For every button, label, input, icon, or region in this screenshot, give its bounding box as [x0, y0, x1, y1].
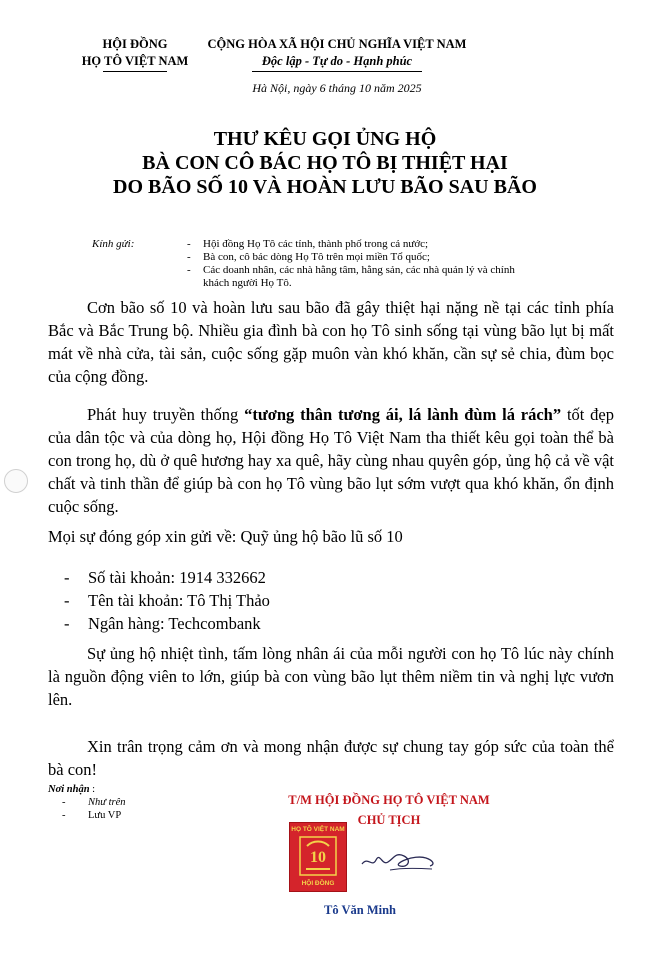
account-number: - Số tài khoản: 1914 332662 — [64, 568, 266, 587]
account-name: - Tên tài khoản: Tô Thị Thảo — [64, 591, 270, 610]
contribution-line: Mọi sự đóng góp xin gửi về: Quỹ ủng hộ bão lũ số 10 — [48, 527, 403, 546]
receiver-item: - Lưu VP — [62, 810, 122, 821]
org-name-line2: HỌ TÔ VIỆT NAM — [81, 54, 189, 68]
scroll-side-button[interactable] — [4, 469, 28, 493]
seal-stamp — [289, 822, 347, 892]
recipients-list — [187, 238, 517, 290]
paragraph-4: Xin trân trọng cảm ơn và mong nhận được sự chung tay góp sức của toàn thể bà con! — [48, 737, 614, 779]
title-line3: DO BÃO SỐ 10 VÀ HOÀN LƯU BÃO SAU BÃO — [113, 176, 537, 198]
nation-title: CỘNG HÒA XÃ HỘI CHỦ NGHĨA VIỆT NAM — [207, 37, 467, 51]
seal-emblem-icon — [299, 836, 337, 876]
handwritten-signature — [360, 842, 440, 876]
proverb-quote: “tương thân tương ái, lá lành đùm lá rách” — [244, 405, 562, 424]
signature-title: CHỦ TỊCH — [357, 813, 421, 827]
receiver-item: - Như trên — [62, 797, 126, 808]
organization-header — [70, 36, 200, 72]
document-date: Hà Nội, ngày 6 tháng 10 năm 2025 — [252, 81, 422, 95]
org-underline — [103, 71, 167, 72]
signer-name: Tô Văn Minh — [323, 903, 396, 917]
svg-text:10: 10 — [310, 849, 326, 866]
stamp-top-text: HỌ TÔ VIỆT NAM — [291, 826, 345, 833]
bank-name: - Ngân hàng: Techcombank — [64, 614, 261, 633]
receivers-block: Nơi nhận : - Như trên - Lưu VP — [48, 784, 126, 821]
title-line1: THƯ KÊU GỌI ỦNG HỘ — [213, 128, 437, 150]
paragraph-2: Phát huy truyền thống “tương thân tương ái, lá lành đùm lá rách” tốt đẹp của dân tộc và của dòng họ, Hội đồng Họ Tô Việt Nam tha thiết kêu gọi toàn thể bà con trong họ, dù ở quê hương hay xa quê, hãy cùng nhau quyên góp, ủng hộ cả về vật chất và tinh thần để giúp bà con họ Tô vùng bão lụt sớm vượt qua khó khăn, ổn định cuộc sống. — [48, 405, 614, 516]
recipients-label: Kính gửi: — [92, 238, 135, 250]
recipient-item: - Hội đồng Họ Tô các tỉnh, thành phố trong cả nước; — [187, 238, 429, 250]
recipient-item: - Các doanh nhân, các nhà hằng tâm, hằng sản, các nhà quản lý và chính khách người Họ Tô. — [187, 264, 515, 289]
paragraph-1: Cơn bão số 10 và hoàn lưu sau bão đã gây thiệt hại nặng nề tại các tỉnh phía Bắc và Bắc Trung bộ. Nhiều gia đình bà con họ Tô sinh sống tại vùng bão lụt bị mất mát về nhà cửa, tài sản, cuộc sống gặp muôn vàn khó khăn, cần sự sẻ chia, đùm bọc của cộng đồng. — [48, 298, 614, 386]
recipient-item: - Bà con, cô bác dòng Họ Tô trên mọi miền Tổ quốc; — [187, 251, 430, 263]
title-line2: BÀ CON CÔ BÁC HỌ TÔ BỊ THIỆT HẠI — [142, 152, 508, 174]
national-header — [196, 36, 478, 72]
receivers-label: Nơi nhận — [48, 784, 90, 795]
motto-underline — [252, 71, 422, 72]
nation-motto: Độc lập - Tự do - Hạnh phúc — [261, 54, 413, 68]
document-title — [40, 127, 610, 199]
org-name-line1: HỘI ĐỒNG — [102, 37, 168, 51]
account-list — [64, 566, 270, 635]
paragraph-3: Sự ủng hộ nhiệt tình, tấm lòng nhân ái của mỗi người con họ Tô lúc này chính là nguồn động viên to lớn, giúp bà con vùng bão lụt thêm niềm tin và nghị lực vươn lên. — [48, 644, 614, 709]
signature-org: T/M HỘI ĐỒNG HỌ TÔ VIỆT NAM — [288, 793, 490, 807]
stamp-bottom-text: HỘI ĐỒNG — [301, 880, 335, 887]
